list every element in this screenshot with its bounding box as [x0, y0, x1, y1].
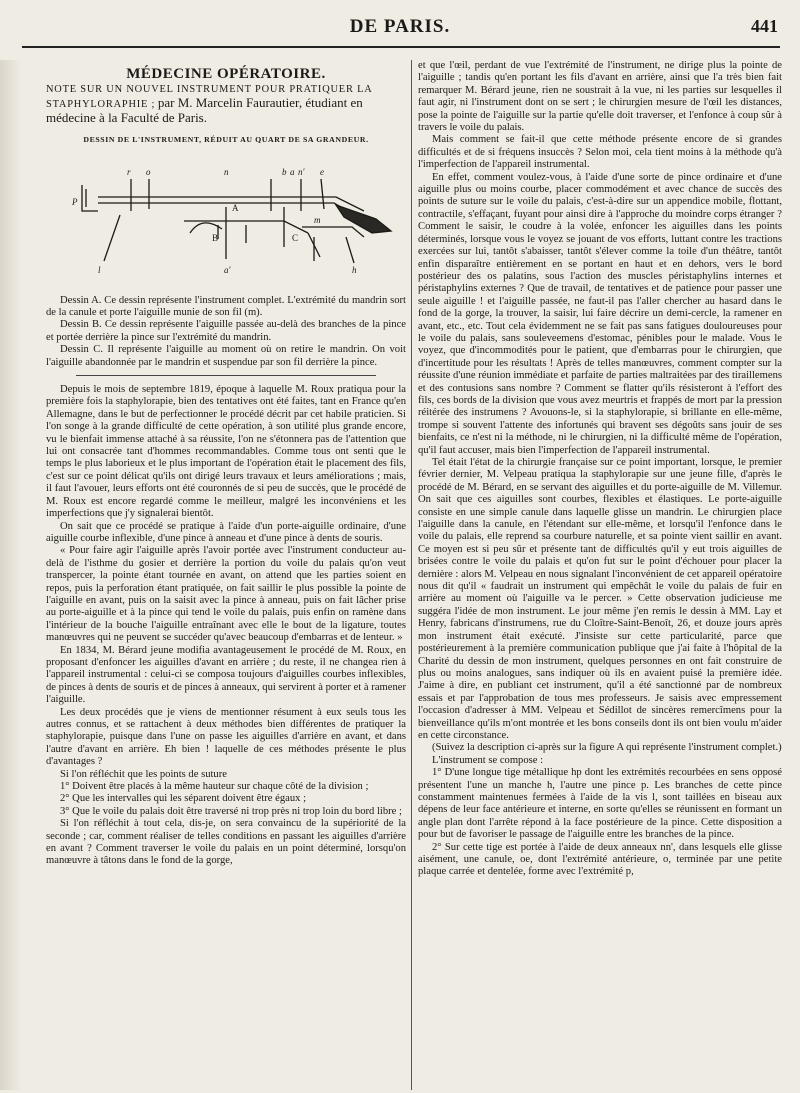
- figure-l-screw: [104, 215, 120, 261]
- paragraph: Dessin A. Ce dessin représente l'instrument complet. L'extrémité du mandrin sort de la canule et porte l'aiguille munie de son fil (m).: [46, 294, 406, 318]
- section-divider: [76, 375, 376, 376]
- figure-label-c-big: C: [292, 232, 299, 243]
- paragraph: L'instrument se compose :: [432, 754, 544, 766]
- figure-a-handle: [336, 205, 391, 233]
- paragraph: En effet, comment voulez-vous, à l'aide d'une sorte de pince ordinaire et d'une aiguille plus ou moins courbe, placer commodément et avec chance de succès des points de suture sur le voile du palais, c'est-à-dire sur un appendice mobile, flottant, contractile, s'effaçant, fuyant pour ainsi dire à l'approche du moindre corps étranger ? Comment le saisir, le coudre à la volée, enfoncer les aiguilles dans les points déterminés, lorsque vous le voyez se jouant de vos efforts, luttant contre les tractions exercées sur lui, tantôt s'abaisser, tantôt s'élever comme la toile d'un théâtre, tantôt enfin disparaître entièrement en se portant en haut et en dehors, vers le bord postérieur des os palatins, sous l'action des muscles péristaphylins internes et péristaphylins externes ? Que de travail, de tentatives et de patience pour passer une seule aiguille ! et l'aiguille passée, ne faut-il pas l'aller chercher au hasard dans le fond de la gorge, la trouver, la saisir, lui faire décrire un demi-cercle, la ramener en avant, etc., etc. Tout cela évidemment ne se fait pas sans fatigues douloureuses pour le voile du palais, sans souleveemens d'estomac, pénibles pour le malade. Vous le voyez, que d'incommodités pour le patient, que d'embarras pour le chirurgien, que d'incertitude pour les résultats ! Après de telles manœuvres, comment compter sur la réussite d'une réunion immédiate et parfaite de parties maltraitées par des tiraillemens et des contusions sans nombre ? Comment se flatter qu'ils résisteront à l'effort des fils, ces bords de la division que vous avez meurtris et frappés de mort par la pression réitérée des instrumens ? Avouons-le, si la staphylorapie, si brillante en elle-même, trompe si souvent l'attente des infortunés qui bravent ses dégoûts sans jouir de ses bienfaits, ce n'est ni la méthode, ni le chirurgien, ni la difficulté même de l'opération, qu'il faut accuser, mais bien l'imperfection de l'appareil instrumental.: [418, 171, 782, 456]
- paragraph: Dessin B. Ce dessin représente l'aiguille passée au-delà des branches de la pince et portée derrière la pince sur l'extrémité du mandrin.: [46, 319, 406, 343]
- figure-label-e: e: [320, 166, 324, 177]
- figure-label-n-prime: n': [298, 166, 305, 177]
- list-item: 3° Que le voile du palais doit être traversé ni trop près ni trop loin du bord libre ;: [60, 805, 402, 817]
- figure-caption: DESSIN DE L'INSTRUMENT, RÉDUIT AU QUART DE SA GRANDEUR.: [83, 135, 369, 145]
- paragraph: Si l'on réfléchit à tout cela, dis-je, on sera convaincu de la supériorité de la seconde ; car, comment réaliser de telles conditions en passant les aiguilles d'arrière en avant ? Comment traverser le voile du palais en un point déterminé, lorsqu'on manœuvre à tâtons dans le fond de la gorge,: [46, 818, 406, 867]
- paragraph: Les deux procédés que je viens de mentionner résument à eux seuls tous les autres connus, et se rattachent à deux méthodes bien différentes de pratiquer la staphylorapie, puisque dans l'une on passe les aiguilles d'arrière en avant, et dans l'autre d'avant en arrière. Eh bien ! laquelle de ces méthodes présente le plus d'avantages ?: [46, 706, 406, 768]
- figure-label-p: P: [72, 196, 78, 207]
- quotation: « Pour faire agir l'aiguille après l'avoir portée avec l'instrument conducteur au-delà de l'isthme du gosier et derrière la portion du voile du palais qu'on veut transpercer, la pointe étant tournée en avant, on attend que les parties soient en repos, puis la perforation étant pratiquée, on fait saillir le plus possible la pointe de l'aiguille en avant, puis on la saisit avec la pince à anneau, puis on fait lâcher prise au porte-aiguille et à la pince qui tend le voile du palais, puis enfin on ramène dans l'intérieur de la bouche l'aiguille entraînant avec elle le bout de la ligature, toutes manœuvres qui ne peuvent se succéder qu'avec beaucoup d'embarras et de lenteur. »: [46, 545, 406, 644]
- paragraph: (Suivez la description ci-après sur la figure A qui représente l'instrument complet.): [432, 742, 782, 754]
- right-column: [418, 60, 782, 1090]
- figure-label-a: a: [290, 166, 295, 177]
- figure-label-n: n: [224, 166, 229, 177]
- figure-label-o: o: [146, 166, 151, 177]
- adjacent-page-bleed: [0, 60, 22, 1090]
- list-item: 2° Sur cette tige est portée à l'aide de deux anneaux nn', dans lesquels elle glisse aisément, une canule, oe, dont l'extrémité antérieure, o, terminée par une petite plaque carrée et dentelée, forme avec l'extrémité p,: [418, 841, 782, 878]
- section-title: MÉDECINE OPÉRATOIRE.: [126, 66, 326, 82]
- figure-label-m: m: [314, 214, 321, 225]
- figure-label-b-big: B: [212, 232, 219, 243]
- paragraph: Si l'on réfléchit que les points de suture: [60, 768, 227, 780]
- paragraph: Dessin C. Il représente l'aiguille au moment où on retire le mandrin. On voit l'aiguille abandonnée par le mandrin et suspendue par son fil derrière la pince.: [46, 344, 406, 368]
- figure-a-guides: [226, 207, 284, 259]
- figure-b-needle: [190, 222, 222, 232]
- paragraph: Tel était l'état de la chirurgie française sur ce point important, lorsque, le premier février dernier, M. Velpeau pratiqua la staphylorapie sur une jeune fille, d'après le procédé de M. Bérard, en se servant des aiguilles et du porte-aiguille de M. Villemur. On sait que ces aiguilles sont courbes, flexibles et élastiques. Le porte-aiguille consiste en une simple canule dans laquelle glisse un mandrin. Le chirurgien place l'aiguille dans la canule, en l'étendant sur elle-même, et lorsqu'il l'enfonce dans le voile du palais, elle reprend sa courbure naturelle, et sa pointe vient saillir en avant. Ce moyen est si peu sûr et présente tant de difficultés qu'il y eut trois aiguilles de brisées contre le voile du palais et qu'on fut sur le point d'échouer pour placer la dernière : alors M. Velpeau en nous signalant l'inconvénient de cet appareil opératoire nous dit qu'il « faudrait un instrument qui empêchât le voile du palais de fuir en arrière au moment où l'aiguille va le percer. » Cette observation judicieuse me suggéra l'idée de mon instrument. Le jour même j'en remis le dessin à MM. Lay et Henry, fabricans d'instrumens, rue du Cloître-Saint-Benoît, 26, et douze jours après mon instrument était exécuté. J'insiste sur cette particularité, parce que postérieurement à la première communication publique que j'ai faite à l'hôpital de la Charité du dessin de mon instrument, quelques personnes en ont fait construire de plus ou moins analogues, sans indiquer où ils en avaient puisé la première idée. J'aime à dire, en publiant cet instrument, qu'il a été sanctionné par de nombreux essais et par l'approbation de tous mes professeurs. Je saisis avec empressement l'occasion d'adresser à MM. Velpeau et Sédillot de sincères remercîmens pour la bienveillance qu'ils m'ont montrée et les bons conseils dont ils ont bien voulu m'aider en cette circonstance.: [418, 457, 782, 741]
- figure-c-rod: [302, 227, 364, 237]
- paragraph: et que l'œil, perdant de vue l'extrémité de l'instrument, ne dirige plus la pointe de l'aiguille ; tandis qu'en portant les fils d'avant en arrière, ainsi que l'a très bien fait remarquer M. Bérard jeune, rien ne soustrait à la vue, ni les parties sur lesquelles il faut agir, ni l'instrument dont on se sert ; le chirurgien mesure de l'œil les distances, pose la pointe de l'aiguille sur la partie qu'elle doit traverser, et l'enfonce à coup sûr à travers le voile du palais.: [418, 60, 782, 134]
- page-header: [0, 0, 800, 46]
- paragraph: Mais comment se fait-il que cette méthode présente encore de si grandes difficultés et de si fréquens insuccès ? Selon moi, cela tient moins à la méthode qu'à l'imperfection de l'appareil instrumental.: [418, 134, 782, 171]
- paragraph: En 1834, M. Bérard jeune modifia avantageusement le procédé de M. Roux, en proposant d'enfoncer les aiguilles d'avant en arrière ; du reste, il ne changea rien à l'appareil instrumental : celui-ci se composa toujours d'aiguilles courbes inflexibles, de pinces à dents de souris et de pinces à anneaux, qui servirent à porter et à ramener l'aiguille.: [46, 644, 406, 706]
- header-rule: [22, 46, 780, 48]
- figure-a-pince: [82, 185, 98, 211]
- page-number: 441: [751, 16, 778, 36]
- list-item: 1° D'une longue tige métallique hp dont les extrémités recourbées en sens opposé présentent l'une un manche h, l'autre une pince p. Les branches de cette pince constamment maintenues fermées à l'aide de la vis l, sont taillées en biseau aux dépens de leur face antérieure et interne, en sorte qu'elles se réunissent en formant un angle plan dont l'arrête répond à la face postérieure de la pince. Cette disposition a pour but de favoriser le passage de l'aiguille entre les branches de la pince.: [418, 767, 782, 841]
- column-divider: [411, 60, 412, 1090]
- figure-label-a-prime: a': [224, 264, 231, 275]
- article-title: NOTE SUR UN NOUVEL INSTRUMENT POUR PRATIQUER LA STAPHYLORAPHIE ;: [46, 84, 372, 110]
- figure-label-h: h: [352, 264, 357, 275]
- figure-label-a-big: A: [232, 202, 239, 213]
- paragraph: On sait que ce procédé se pratique à l'aide d'un porte-aiguille ordinaire, d'une aiguille courbe inflexible, d'une pince à anneau et d'une pince à dents de souris.: [46, 520, 406, 544]
- paragraph: Depuis le mois de septembre 1819, époque à laquelle M. Roux pratiqua pour la première fois la staphylorapie, bien des tentatives ont été faites, tant en France qu'en Allemagne, dans le but de perfectionner le procédé décrit par cet habile praticien. Si l'on songe à la grande difficulté de cette opération, à son utilité plus grande encore, vu le bienfait immense attaché à sa réussite, l'on ne s'étonnera pas de l'attention que lui ont consacrée tant d'hommes recommandables. Comme tous ont senti que le temps le plus laborieux et le plus important de l'opération était le placement des fils, c'est sur ce point délicat qu'ils ont dirigé leurs travaux et leurs améliorations ; mais, il faut l'avouer, leurs efforts ont été couronnés de si peu de succès, que le procédé de M. Roux est encore regardé comme le meilleur, malgré les inconvéniens et les imperfections que j'y signalerai bientôt.: [46, 384, 406, 520]
- list-item: 1° Doivent être placés à la même hauteur sur chaque côté de la division ;: [60, 781, 369, 793]
- article-author: par M. Marcelin Faurautier, étudiant en médecine à la Faculté de Paris.: [46, 95, 363, 125]
- instrument-figure: [46, 149, 406, 295]
- figure-h-pointer: [346, 237, 354, 263]
- article-heading: [46, 84, 406, 126]
- figure-b-jaws: [218, 225, 246, 243]
- figure-label-b: b: [282, 166, 287, 177]
- running-title: DE PARIS.: [349, 16, 451, 37]
- left-column: [46, 60, 406, 1090]
- figure-label-r: r: [127, 166, 131, 177]
- figure-a-ring-e: [321, 179, 324, 209]
- figure-label-l: l: [98, 264, 101, 275]
- list-item: 2° Que les intervalles qui les séparent doivent être égaux ;: [60, 793, 307, 805]
